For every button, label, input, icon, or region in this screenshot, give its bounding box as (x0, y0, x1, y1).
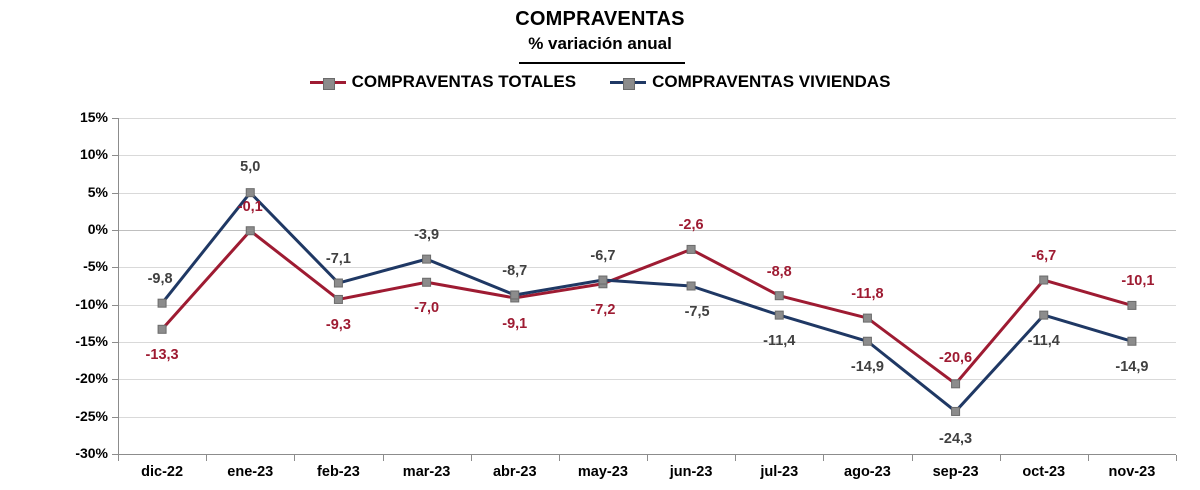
data-point-marker (863, 314, 871, 322)
data-point-marker (246, 227, 254, 235)
data-point-marker (334, 279, 342, 287)
x-axis-label: mar-23 (402, 464, 451, 480)
data-label: -11,4 (763, 333, 796, 350)
x-axis-label: feb-23 (317, 464, 360, 480)
data-label: -11,4 (1027, 333, 1060, 350)
data-label: -11,8 (851, 286, 884, 303)
series-line-viviendas (162, 193, 1132, 412)
data-label: -0,1 (237, 198, 263, 215)
data-point-marker (1128, 301, 1136, 309)
legend-label-viviendas: COMPRAVENTAS VIVIENDAS (652, 72, 891, 91)
data-label: -9,1 (502, 315, 528, 332)
data-label: -14,9 (1115, 359, 1149, 376)
data-label: -24,3 (939, 431, 973, 448)
data-label: -13,3 (145, 347, 179, 364)
data-label: -8,7 (502, 262, 528, 279)
data-point-marker (246, 189, 254, 197)
legend-label-totales: COMPRAVENTAS TOTALES (351, 72, 577, 91)
x-axis-label: abr-23 (492, 464, 537, 480)
x-axis-label: nov-23 (1108, 464, 1156, 480)
data-point-marker (952, 407, 960, 415)
x-axis-label: sep-23 (932, 464, 979, 480)
data-label: -9,3 (325, 317, 351, 334)
data-label: -7,5 (684, 304, 710, 320)
data-point-marker (687, 282, 695, 290)
x-axis-label: oct-23 (1022, 464, 1066, 480)
data-point-marker (423, 255, 431, 263)
data-label: -10,1 (1121, 273, 1155, 290)
data-point-marker (775, 292, 783, 300)
x-axis-label: ago-23 (844, 464, 891, 480)
data-point-marker (1040, 311, 1048, 319)
data-point-marker (511, 291, 519, 299)
data-point-marker (1040, 276, 1048, 284)
data-label: -3,9 (414, 227, 440, 244)
series-line-totales (162, 231, 1132, 384)
data-label: -7,0 (414, 300, 440, 317)
data-label: -6,7 (590, 248, 616, 265)
data-point-marker (599, 276, 607, 284)
data-point-marker (334, 295, 342, 303)
data-label: -8,8 (766, 263, 792, 280)
data-point-marker (423, 278, 431, 286)
data-label: -2,6 (678, 217, 704, 234)
x-axis-label: jun-23 (669, 464, 713, 480)
chart-subtitle: % variación anual (528, 34, 672, 53)
data-label: -9,8 (147, 271, 173, 288)
data-point-marker (158, 299, 166, 307)
data-point-marker (687, 245, 695, 253)
chart-container: COMPRAVENTAS % variación anual COMPRAVENTAS TOTALES COMPRAVENTAS VIVIENDAS 15% 10% 5% 0% -5% -10% -15% -20% -25% -30% dic-22 ene-23 feb-23 mar-23 abr-23 may-23 jun-23 jul-23 ago-23 sep-23 oct-23 nov-23 -13,3 -0,1 -9,3 -7,0 -9,1 -7,2 -2,6 -8,8 -11,8 -20,6 -6,7 -10,1 -9,8 5,0 -7,1 -3,9 -8,7 -6,7 -7,5 -11,4 -14,9 -24,3 -11,4 -14,9 (0, 0, 1200, 490)
data-label: -7,1 (325, 251, 351, 267)
data-label: -14,9 (850, 359, 884, 376)
data-point-marker (863, 337, 871, 345)
data-point-marker (952, 380, 960, 388)
data-label: -7,2 (590, 301, 616, 318)
data-point-marker (775, 311, 783, 319)
data-label: 5,0 (240, 158, 261, 175)
data-label: -20,6 (939, 349, 973, 366)
x-axis-label: may-23 (577, 464, 628, 480)
x-axis-label: jul-23 (760, 464, 799, 480)
data-label: -6,7 (1031, 248, 1057, 265)
data-point-marker (1128, 337, 1136, 345)
x-axis-label: ene-23 (227, 464, 274, 480)
data-point-marker (158, 325, 166, 333)
chart-title: COMPRAVENTAS (515, 8, 685, 30)
x-axis-label: dic-22 (141, 464, 184, 480)
